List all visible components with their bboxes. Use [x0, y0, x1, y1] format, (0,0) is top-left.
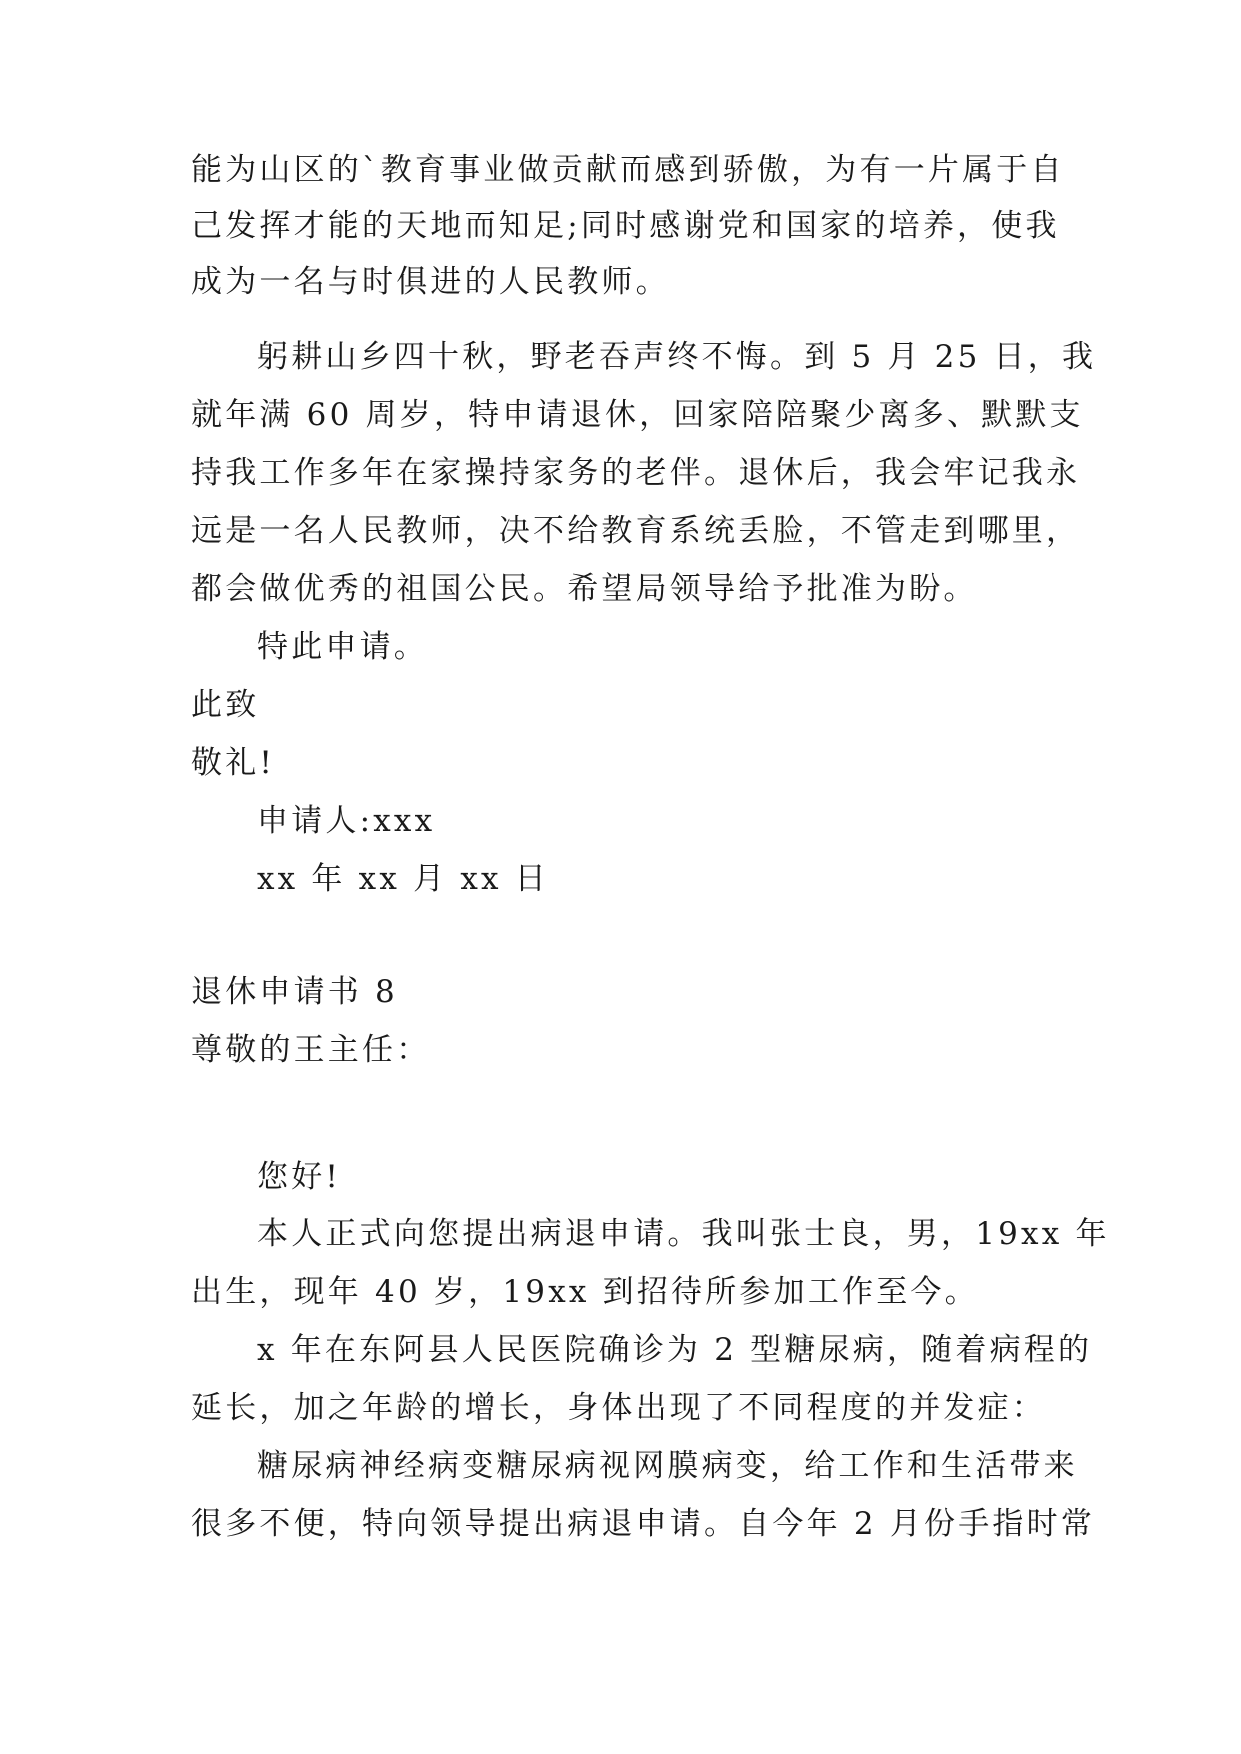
body-line: 出生，现年 40 岁，19xx 到招待所参加工作至今。: [191, 1274, 979, 1310]
body-line: 持我工作多年在家操持家务的老伴。退休后，我会牢记我永: [191, 455, 1081, 491]
signature-line: 申请人:xxx: [257, 803, 436, 839]
greeting-line: 您好!: [257, 1159, 342, 1195]
body-line: 己发挥才能的天地而知足;同时感谢党和国家的培养，使我: [191, 208, 1060, 244]
body-line: 就年满 60 周岁，特申请退休，回家陪陪聚少离多、默默支: [191, 397, 1084, 433]
body-line: 延长，加之年龄的增长，身体出现了不同程度的并发症：: [191, 1390, 1046, 1426]
body-line: x 年在东阿县人民医院确诊为 2 型糖尿病，随着病程的: [257, 1332, 1093, 1368]
closing-line: 特此申请。: [257, 629, 428, 665]
body-line: 远是一名人民教师，决不给教育系统丢脸，不管走到哪里，: [191, 513, 1081, 549]
body-line: 躬耕山乡四十秋，野老吞声终不悔。到 5 月 25 日，我: [257, 339, 1097, 375]
body-line: 都会做优秀的祖国公民。希望局领导给予批准为盼。: [191, 571, 978, 607]
body-line: 能为山区的`教育事业做贡献而感到骄傲，为有一片属于自: [191, 152, 1065, 188]
body-line: 糖尿病神经病变糖尿病视网膜病变，给工作和生活带来: [257, 1448, 1078, 1484]
section-title: 退休申请书 8: [191, 974, 398, 1010]
closing-line: 此致: [191, 687, 260, 723]
body-line: 本人正式向您提出病退申请。我叫张士良，男，19xx 年: [257, 1216, 1110, 1252]
body-line: 成为一名与时俱进的人民教师。: [191, 264, 670, 300]
closing-line: 敬礼!: [191, 745, 276, 781]
salutation: 尊敬的王主任：: [191, 1032, 431, 1068]
date-line: xx 年 xx 月 xx 日: [257, 861, 549, 897]
body-line: 很多不便，特向领导提出病退申请。自今年 2 月份手指时常: [191, 1506, 1096, 1542]
